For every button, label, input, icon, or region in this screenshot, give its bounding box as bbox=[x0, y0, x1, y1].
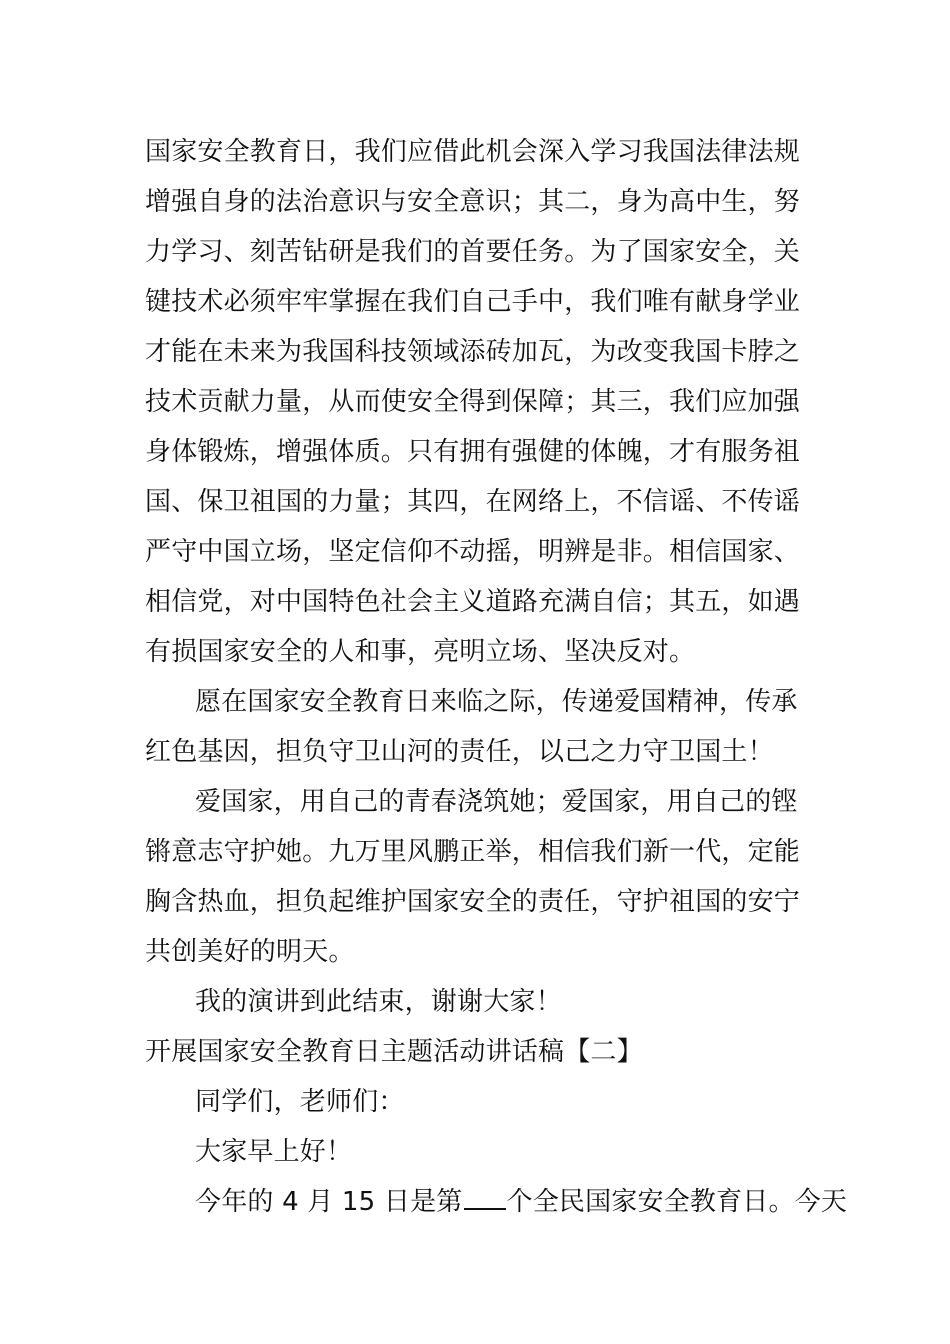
text-line: 国、保卫祖国的力量；其四，在网络上，不信谣、不传谣 bbox=[145, 487, 801, 517]
fill-in-blank bbox=[464, 1186, 506, 1210]
text-line bbox=[195, 1186, 848, 1218]
text-line: 相信党，对中国特色社会主义道路充满自信；其五，如遇 bbox=[145, 587, 801, 617]
text-line: 大家早上好！ bbox=[195, 1137, 353, 1167]
text-line: 才能在未来为我国科技领域添砖加瓦，为改变我国卡脖之 bbox=[145, 337, 801, 367]
text-line: 爱国家，用自己的青春浇筑她；爱国家，用自己的铿 bbox=[195, 787, 798, 817]
text-line: 力学习、刻苦钻研是我们的首要任务。为了国家安全，关 bbox=[145, 237, 801, 267]
section-heading: 开展国家安全教育日主题活动讲话稿【二】 bbox=[145, 1037, 643, 1067]
text-line: 有损国家安全的人和事，亮明立场、坚决反对。 bbox=[145, 637, 696, 667]
text-line: 同学们，老师们： bbox=[195, 1087, 405, 1117]
text-line: 共创美好的明天。 bbox=[145, 937, 355, 967]
text-line: 严守中国立场，坚定信仰不动摇，明辨是非。相信国家、 bbox=[145, 537, 801, 567]
text-line: 键技术必须牢牢掌握在我们自己手中，我们唯有献身学业 bbox=[145, 287, 801, 317]
text-line: 红色基因，担负守卫山河的责任，以己之力守卫国土！ bbox=[145, 737, 774, 767]
text-segment: 个全民国家安全教育日。今天 bbox=[506, 1187, 848, 1217]
text-line: 我的演讲到此结束，谢谢大家！ bbox=[195, 987, 562, 1017]
text-line: 愿在国家安全教育日来临之际，传递爱国精神，传承 bbox=[195, 687, 798, 717]
text-line: 身体锻炼，增强体质。只有拥有强健的体魄，才有服务祖 bbox=[145, 437, 801, 467]
text-segment: 今年的 4 月 15 日是第 bbox=[195, 1187, 463, 1217]
text-line: 国家安全教育日，我们应借此机会深入学习我国法律法规 bbox=[145, 137, 801, 167]
text-line: 增强自身的法治意识与安全意识；其二，身为高中生，努 bbox=[145, 187, 801, 217]
text-line: 胸含热血，担负起维护国家安全的责任，守护祖国的安宁 bbox=[145, 887, 801, 917]
text-line: 技术贡献力量，从而使安全得到保障；其三，我们应加强 bbox=[145, 387, 801, 417]
text-line: 锵意志守护她。九万里风鹏正举，相信我们新一代，定能 bbox=[145, 837, 801, 867]
